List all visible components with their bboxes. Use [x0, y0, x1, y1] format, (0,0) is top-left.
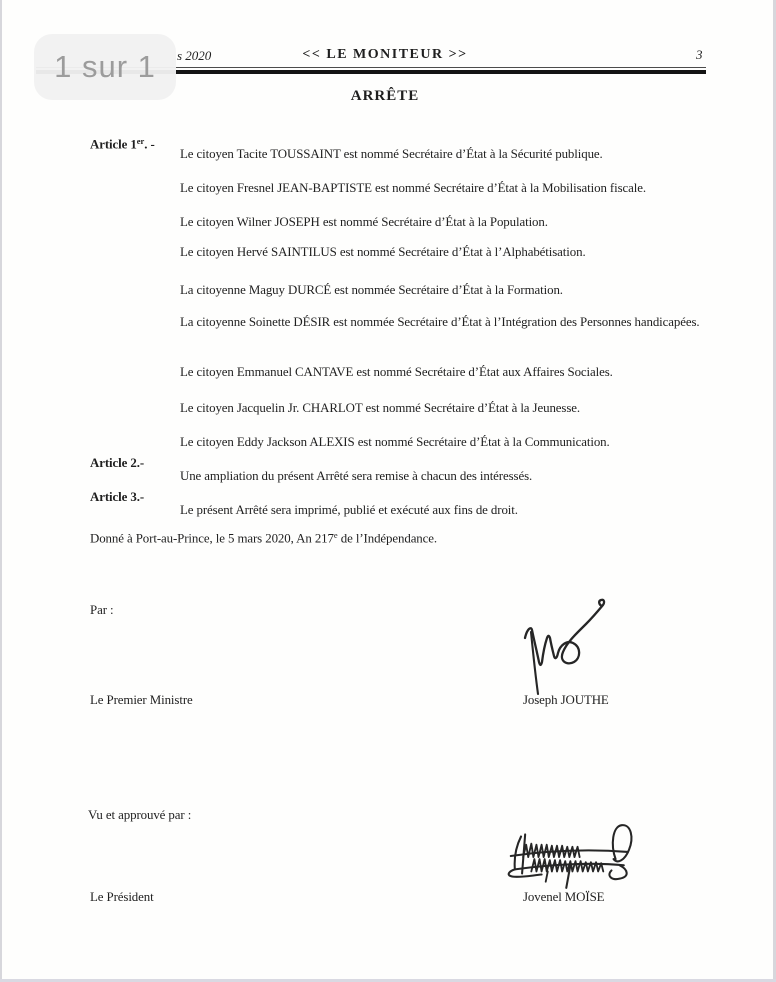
par-label: Par :	[90, 603, 114, 617]
article1-clause: Le citoyen Hervé SAINTILUS est nommé Secrétaire d’État à l’Alphabétisation.	[180, 244, 586, 259]
article1-label-suffix: . -	[144, 137, 155, 152]
article1-clause: La citoyenne Soinette DÉSIR est nommée Secrétaire d’État à l’Intégration des Personnes handicapées.	[180, 314, 700, 329]
done-at-line	[90, 527, 437, 547]
article1-clause: Le citoyen Emmanuel CANTAVE est nommé Secrétaire d’État aux Affaires Sociales.	[180, 364, 613, 379]
article1-clause: Le citoyen Eddy Jackson ALEXIS est nommé Secrétaire d’État à la Communication.	[180, 434, 610, 449]
premier-ministre-name: Joseph JOUTHE	[523, 693, 609, 707]
article1-clause: Le citoyen Jacquelin Jr. CHARLOT est nommé Secrétaire d’État à la Jeunesse.	[180, 400, 580, 415]
article1-label-prefix: Article 1	[90, 137, 137, 152]
done-at-suffix: de l’Indépendance.	[337, 531, 438, 546]
president-name: Jovenel MOÏSE	[523, 890, 605, 904]
header-date-fragment: s 2020	[177, 48, 212, 63]
journal-title: << LE MONITEUR >>	[302, 47, 468, 62]
page-indicator-badge	[34, 34, 176, 100]
article1-label-sup: er	[136, 136, 145, 146]
article2-text: Une ampliation du présent Arrêté sera remise à chacun des intéressés.	[180, 468, 533, 483]
article1-clause: La citoyenne Maguy DURCÉ est nommée Secrétaire d’État à la Formation.	[180, 282, 563, 297]
premier-ministre-signature	[515, 596, 615, 698]
article1-clause: Le citoyen Tacite TOUSSAINT est nommé Secrétaire d’État à la Sécurité publique.	[180, 146, 603, 161]
done-at-sup: e	[333, 530, 338, 540]
article1-label	[90, 133, 155, 153]
done-at-prefix: Donné à Port-au-Prince, le 5 mars 2020, An 217	[90, 531, 334, 546]
page-indicator-text: 1 sur 1	[54, 49, 156, 84]
president-signature	[500, 818, 650, 892]
article3-text: Le présent Arrêté sera imprimé, publié et exécuté aux fins de droit.	[180, 502, 518, 517]
president-role: Le Président	[90, 890, 154, 904]
article1-clause: Le citoyen Wilner JOSEPH est nommé Secrétaire d’État à la Population.	[180, 214, 548, 229]
vu-label: Vu et approuvé par :	[88, 808, 192, 822]
article3-label: Article 3.-	[90, 490, 145, 504]
page-edge-left	[0, 0, 2, 982]
article1-clause: Le citoyen Fresnel JEAN-BAPTISTE est nommé Secrétaire d’État à la Mobilisation fiscale.	[180, 180, 646, 195]
header-page-number: 3	[696, 47, 703, 62]
document-title: ARRÊTE	[350, 88, 420, 104]
article2-label: Article 2.-	[90, 456, 145, 470]
premier-ministre-role: Le Premier Ministre	[90, 693, 193, 707]
